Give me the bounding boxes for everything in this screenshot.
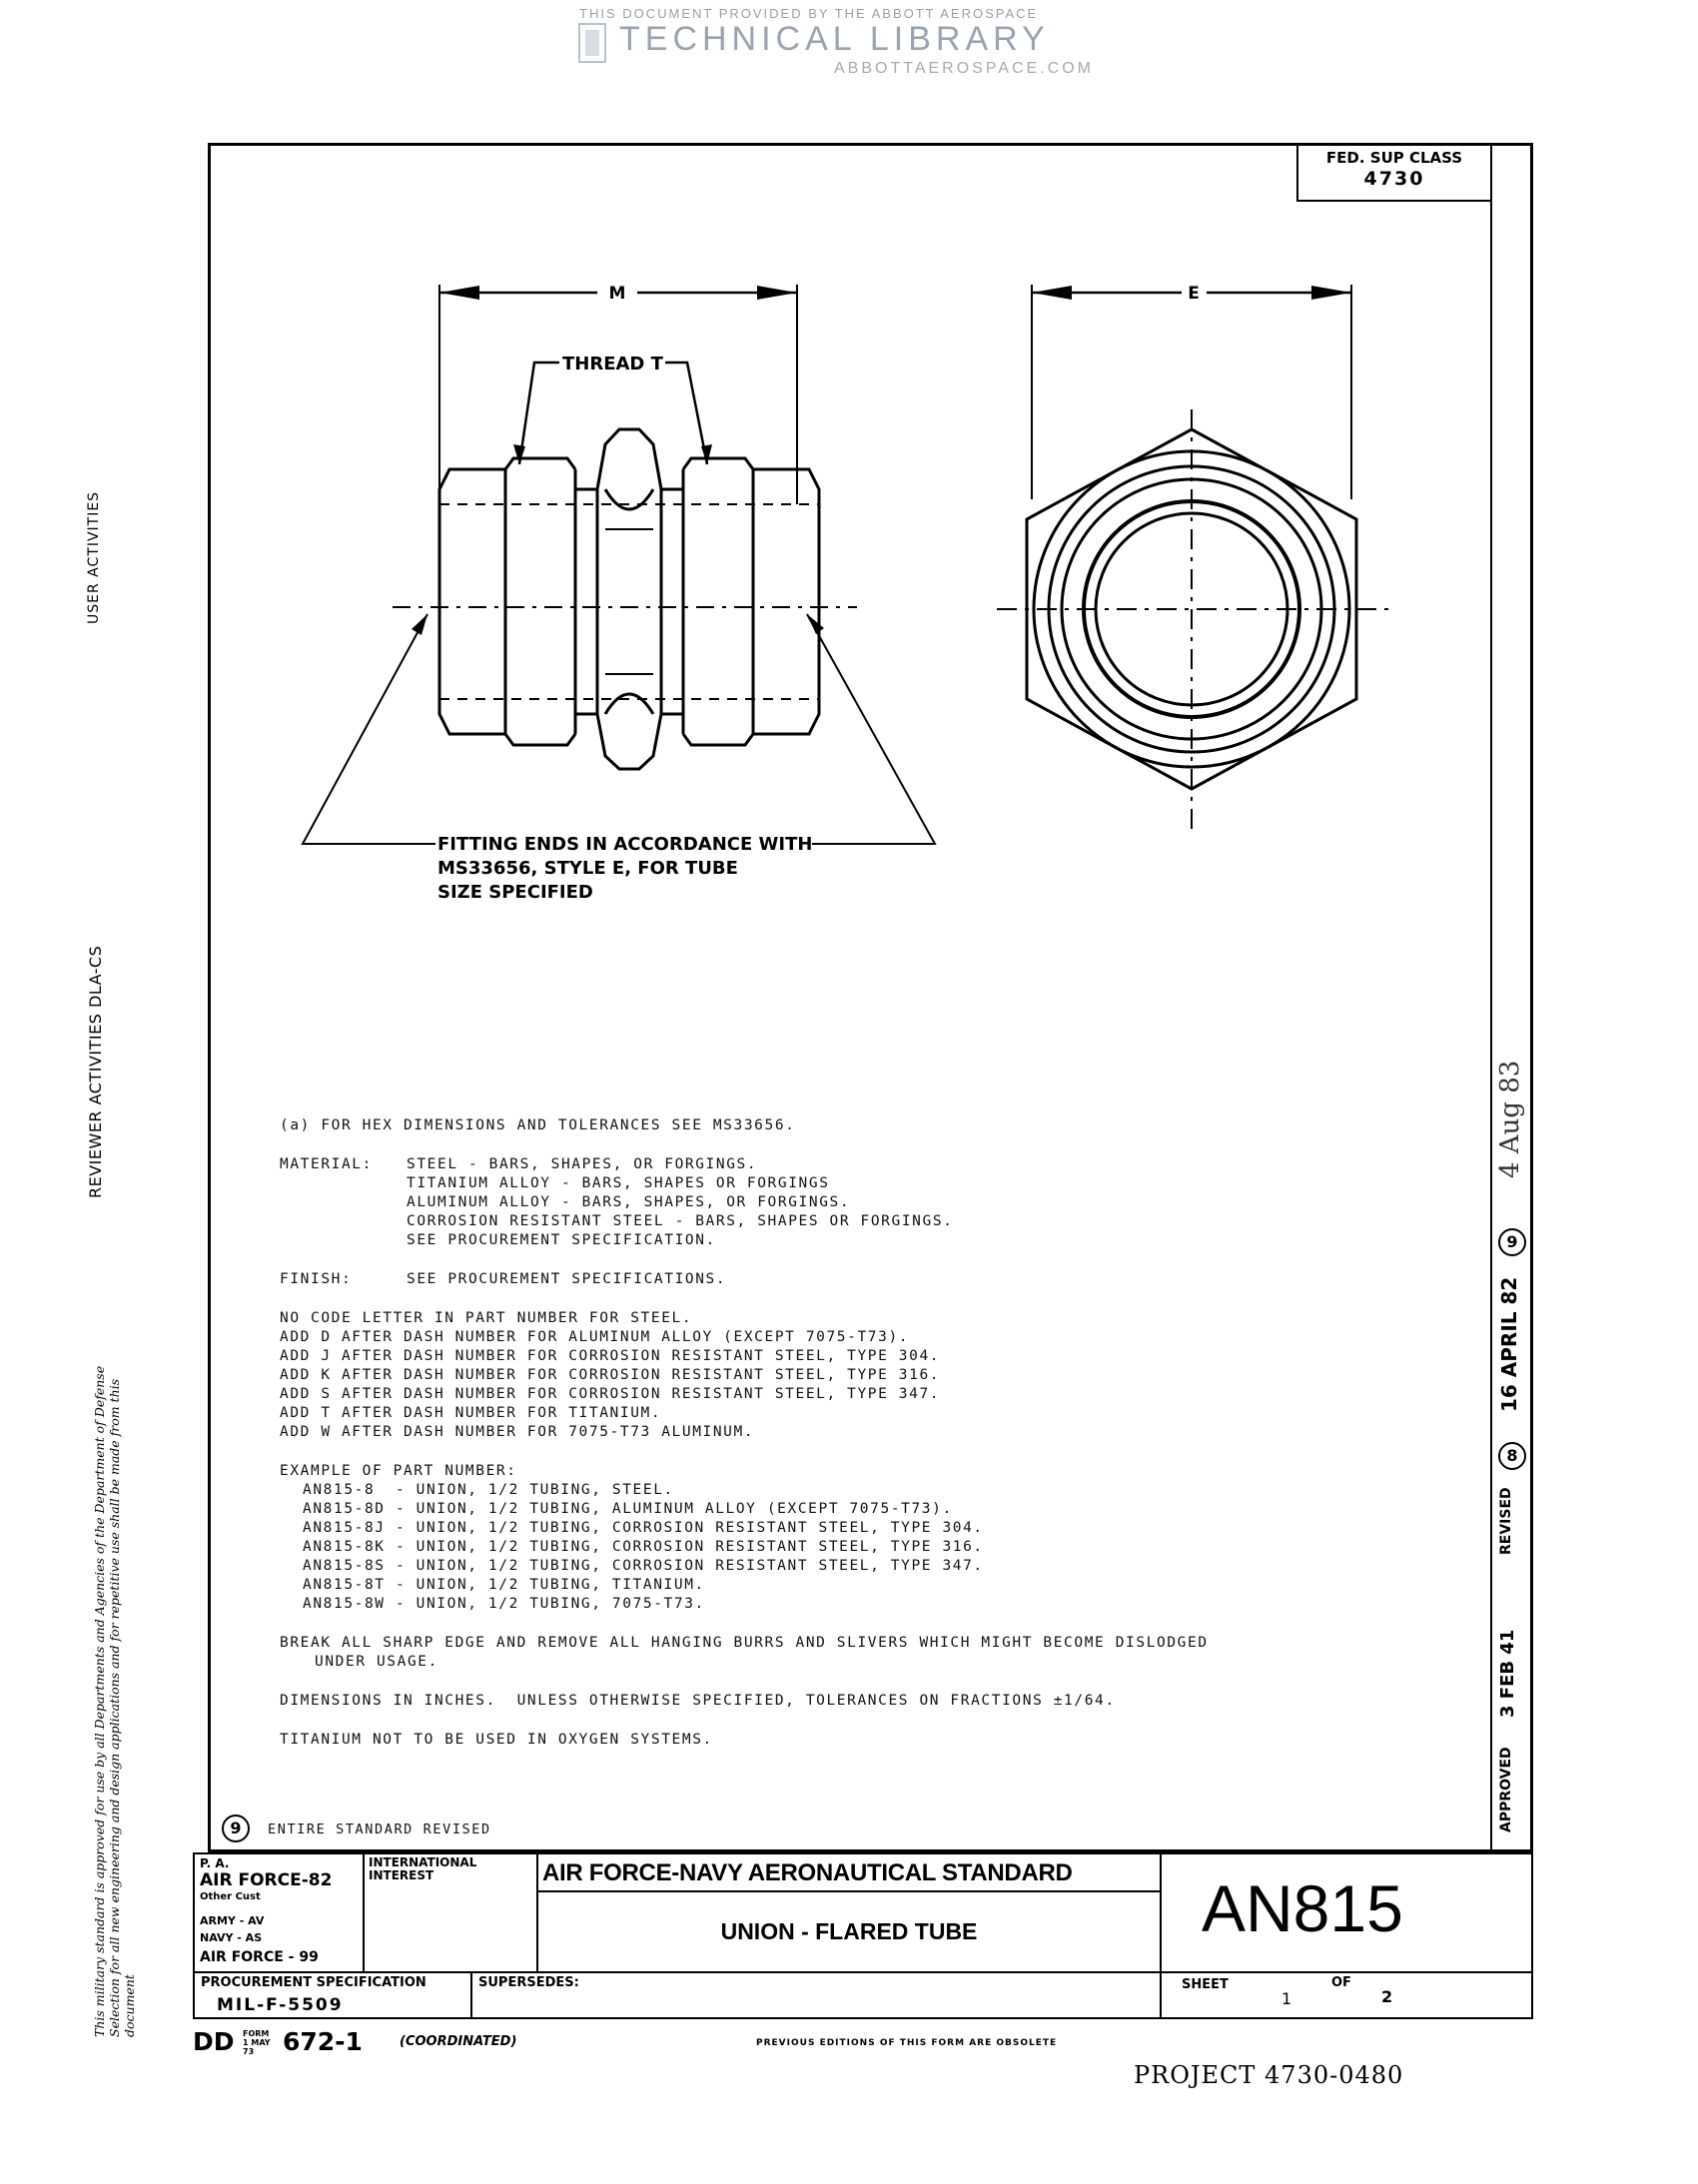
example-label: EXAMPLE OF PART NUMBER: (280, 1463, 517, 1479)
procurement-label: PROCUREMENT SPECIFICATION (201, 1975, 426, 1990)
international-interest-label: INTERNATIONAL INTEREST (369, 1855, 477, 1882)
fed-sup-class-value: 4730 (1363, 168, 1425, 190)
procurement-value: MIL-F-5509 (217, 1995, 344, 2015)
material-line-2: TITANIUM ALLOY - BARS, SHAPES OR FORGINGS (407, 1175, 830, 1191)
titanium-note: TITANIUM NOT TO BE USED IN OXYGEN SYSTEMS. (280, 1732, 713, 1748)
union-side-view (393, 429, 857, 769)
union-end-view (997, 409, 1391, 834)
supersedes-label: SUPERSEDES: (478, 1975, 579, 1990)
example-line-3: AN815-8J - UNION, 1/2 TUBING, CORROSION RESISTANT STEEL, TYPE 304. (303, 1520, 984, 1536)
hex-note: (a) FOR HEX DIMENSIONS AND TOLERANCES SEE MS33656. (280, 1117, 796, 1133)
finish-text: SEE PROCUREMENT SPECIFICATIONS. (407, 1271, 727, 1287)
material-line-1: STEEL - BARS, SHAPES, OR FORGINGS. (407, 1156, 758, 1172)
approval-statement-line-1: This military standard is approved for use by all Departments and Agencies of the Department of Defense (92, 1365, 107, 2037)
watermark-library-title: TECHNICAL LIBRARY (619, 20, 1050, 58)
revision-8-marker: 8 (1498, 1442, 1526, 1470)
dim-m-label: M (608, 284, 626, 304)
break-line-1: BREAK ALL SHARP EDGE AND REMOVE ALL HANGING BURRS AND SLIVERS WHICH MIGHT BECOME DISLODGED (280, 1635, 1209, 1651)
revision-strip (1490, 143, 1533, 1852)
previous-editions-note: PREVIOUS EDITIONS OF THIS FORM ARE OBSOLETE (756, 2038, 1058, 2048)
part-number: AN815 (1202, 1871, 1403, 1945)
fed-sup-class-label: FED. SUP CLASS (1325, 149, 1463, 167)
sheet-number: 1 (1281, 1989, 1292, 2008)
navy-code: NAVY - AS (200, 1931, 263, 1944)
example-line-5: AN815-8S - UNION, 1/2 TUBING, CORROSION RESISTANT STEEL, TYPE 347. (303, 1558, 984, 1574)
revision-9-date: 4 Aug 83 (1495, 1060, 1525, 1178)
other-cust-label: Other Cust (200, 1891, 261, 1902)
union-drawing (208, 145, 1490, 924)
material-label: MATERIAL: (280, 1156, 373, 1172)
revised-label: REVISED (1498, 1487, 1514, 1555)
code-line-2: ADD D AFTER DASH NUMBER FOR ALUMINUM ALLOY (EXCEPT 7075-T73). (280, 1329, 910, 1345)
callout-line-3: SIZE SPECIFIED (437, 882, 593, 903)
approved-date: 3 FEB 41 (1497, 1629, 1518, 1718)
dim-e-label: E (1188, 284, 1200, 304)
thread-t-label: THREAD T (562, 354, 663, 374)
example-line-1: AN815-8 - UNION, 1/2 TUBING, STEEL. (303, 1482, 674, 1498)
dimension-m (439, 285, 797, 504)
form-number: 672-1 (283, 2027, 363, 2056)
code-line-3: ADD J AFTER DASH NUMBER FOR CORROSION RESISTANT STEEL, TYPE 304. (280, 1348, 941, 1364)
material-line-5: SEE PROCUREMENT SPECIFICATION. (407, 1232, 716, 1248)
air-force-code: AIR FORCE - 99 (200, 1949, 319, 1965)
form-small: FORM 1 MAY 73 (243, 2029, 271, 2056)
supersedes-box (470, 1971, 1162, 2019)
code-line-7: ADD W AFTER DASH NUMBER FOR 7075-T73 ALUMINUM. (280, 1424, 755, 1440)
form-prefix: DD (193, 2027, 235, 2056)
fitting-ends-leaders (303, 614, 935, 844)
army-code: ARMY - AV (200, 1914, 265, 1927)
callout-line-2: MS33656, STYLE E, FOR TUBE (437, 858, 738, 879)
watermark-provided-by: THIS DOCUMENT PROVIDED BY THE ABBOTT AEROSPACE (579, 6, 1039, 21)
sheet-total: 2 (1381, 1987, 1393, 2006)
code-line-5: ADD S AFTER DASH NUMBER FOR CORROSION RESISTANT STEEL, TYPE 347. (280, 1386, 941, 1402)
abbott-logo-icon (577, 20, 607, 70)
thread-t-leaders (513, 363, 712, 464)
approval-statement-line-3: document (122, 1974, 137, 2037)
watermark-website: ABBOTTAEROSPACE.COM (834, 60, 1094, 77)
project-number: PROJECT 4730-0480 (1134, 2061, 1404, 2089)
callout-line-1: FITTING ENDS IN ACCORDANCE WITH (437, 834, 813, 855)
standard-title: AIR FORCE-NAVY AERONAUTICAL STANDARD (542, 1859, 1073, 1886)
code-line-1: NO CODE LETTER IN PART NUMBER FOR STEEL. (280, 1310, 693, 1326)
procurement-spec-box (193, 1971, 472, 2019)
material-line-4: CORROSION RESISTANT STEEL - BARS, SHAPES OR FORGINGS. (407, 1213, 954, 1229)
dimensions-note: DIMENSIONS IN INCHES. UNLESS OTHERWISE SPECIFIED, TOLERANCES ON FRACTIONS ±1/64. (280, 1693, 1116, 1709)
pa-value: AIR FORCE-82 (200, 1870, 333, 1890)
sheet-box (1160, 1971, 1533, 2019)
break-line-2: UNDER USAGE. (315, 1654, 438, 1670)
user-activities-label: USER ACTIVITIES (86, 490, 102, 624)
example-line-6: AN815-8T - UNION, 1/2 TUBING, TITANIUM. (303, 1577, 705, 1593)
standard-title-box (536, 1852, 1162, 1892)
material-line-3: ALUMINUM ALLOY - BARS, SHAPES, OR FORGINGS. (407, 1194, 851, 1210)
international-interest-box (363, 1852, 538, 1973)
approval-statement-line-2: Selection for all new engineering and design applications and for repetitive use shall be made from this (107, 1378, 122, 2037)
sheet-label: SHEET (1182, 1977, 1229, 1992)
example-line-2: AN815-8D - UNION, 1/2 TUBING, ALUMINUM ALLOY (EXCEPT 7075-T73). (303, 1501, 953, 1517)
code-line-4: ADD K AFTER DASH NUMBER FOR CORROSION RESISTANT STEEL, TYPE 316. (280, 1367, 941, 1383)
example-line-4: AN815-8K - UNION, 1/2 TUBING, CORROSION RESISTANT STEEL, TYPE 316. (303, 1539, 984, 1555)
revision-note: ENTIRE STANDARD REVISED (268, 1821, 491, 1837)
reviewer-activities-label: REVIEWER ACTIVITIES DLA-CS (86, 945, 105, 1198)
pa-label: P. A. (200, 1856, 230, 1870)
revision-9-strip-marker: 9 (1498, 1228, 1526, 1256)
revision-9-marker: 9 (222, 1815, 250, 1842)
approved-label: APPROVED (1498, 1747, 1514, 1832)
of-label: OF (1331, 1975, 1351, 1990)
coordinated-label: (COORDINATED) (400, 2034, 517, 2049)
code-line-6: ADD T AFTER DASH NUMBER FOR TITANIUM. (280, 1405, 662, 1421)
part-number-box (1160, 1852, 1533, 1973)
preparing-activity-box (193, 1852, 365, 1973)
example-line-7: AN815-8W - UNION, 1/2 TUBING, 7075-T73. (303, 1596, 705, 1612)
finish-label: FINISH: (280, 1271, 353, 1287)
part-title: UNION - FLARED TUBE (720, 1918, 978, 1944)
revision-8-date: 16 APRIL 82 (1497, 1276, 1521, 1412)
part-title-box (536, 1890, 1162, 1973)
